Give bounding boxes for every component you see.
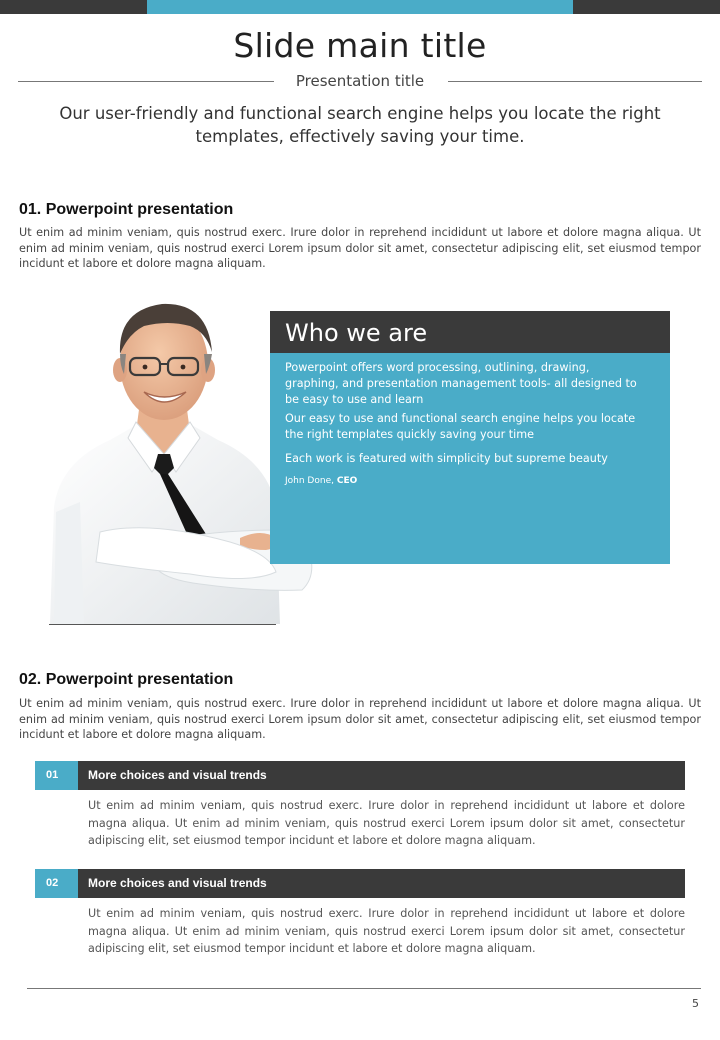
who-paragraph-1: Powerpoint offers word processing, outlining, drawing, graphing, and presentation management tools- all designed to be easy to use and learn (285, 361, 637, 406)
top-bar-right-segment (573, 0, 720, 14)
page-number: 5 (692, 997, 699, 1010)
item-1-number: 01 (35, 761, 78, 790)
intro-text: Our user-friendly and functional search engine helps you locate the right templates, effectively saving your time. (59, 104, 661, 146)
page-title: Slide main title (233, 26, 487, 65)
footer-divider (27, 988, 701, 989)
author-name: John Done, (285, 476, 337, 486)
photo-baseline (49, 624, 276, 625)
section-1-title: 01. Powerpoint presentation (19, 201, 234, 218)
item-1-header-bar (35, 761, 685, 790)
author-signature (285, 476, 357, 486)
top-bar-center-segment (147, 0, 573, 14)
item-2-number: 02 (35, 869, 78, 898)
author-role: CEO (336, 476, 358, 486)
who-paragraph-3: Each work is featured with simplicity but supreme beauty (285, 452, 608, 465)
subtitle-row (18, 72, 702, 92)
section-2-title: 02. Powerpoint presentation (19, 671, 234, 688)
top-bar-left-segment (0, 0, 147, 14)
who-we-are-card (270, 311, 670, 564)
who-we-are-title: Who we are (285, 319, 428, 347)
who-we-are-header (270, 311, 670, 353)
item-1-title: More choices and visual trends (88, 768, 267, 782)
who-paragraph-2: Our easy to use and functional search engine helps you locate the right templates quickly saving your time (285, 412, 636, 441)
section-2-body: Ut enim ad minim veniam, quis nostrud exerc. Irure dolor in reprehend incididunt ut labore et dolore magna aliqua. Ut enim ad minim veniam, quis nostrud exerci Lorem ipsum dolor sit amet, consectetur adipiscing elit, set eiusmod tempor incidunt et labore et dolore magna aliquam. (19, 697, 701, 741)
subtitle-divider-right (448, 81, 702, 82)
item-1-body: Ut enim ad minim veniam, quis nostrud exerc. Irure dolor in reprehend incididunt ut labore et dolore magna aliqua. Ut enim ad minim veniam, quis nostrud exerci Lorem ipsum dolor sit amet, consectetur adipiscing elit, set eiusmod tempor incidunt et labore et dolore magna aliquam. (88, 799, 685, 847)
item-2-title: More choices and visual trends (88, 876, 267, 890)
item-2-header-bar (35, 869, 685, 898)
top-accent-bar (0, 0, 720, 14)
presentation-subtitle: Presentation title (295, 72, 425, 90)
section-1-body: Ut enim ad minim veniam, quis nostrud exerc. Irure dolor in reprehend incididunt ut labore et dolore magna aliqua. Ut enim ad minim veniam, quis nostrud exerci Lorem ipsum dolor sit amet, consectetur adipiscing elit, set eiusmod tempor incidunt et labore et dolore magna aliquam. (19, 226, 701, 270)
item-2-body: Ut enim ad minim veniam, quis nostrud exerc. Irure dolor in reprehend incididunt ut labore et dolore magna aliqua. Ut enim ad minim veniam, quis nostrud exerci Lorem ipsum dolor sit amet, consectetur adipiscing elit, set eiusmod tempor incidunt et labore et dolore magna aliquam. (88, 907, 685, 955)
